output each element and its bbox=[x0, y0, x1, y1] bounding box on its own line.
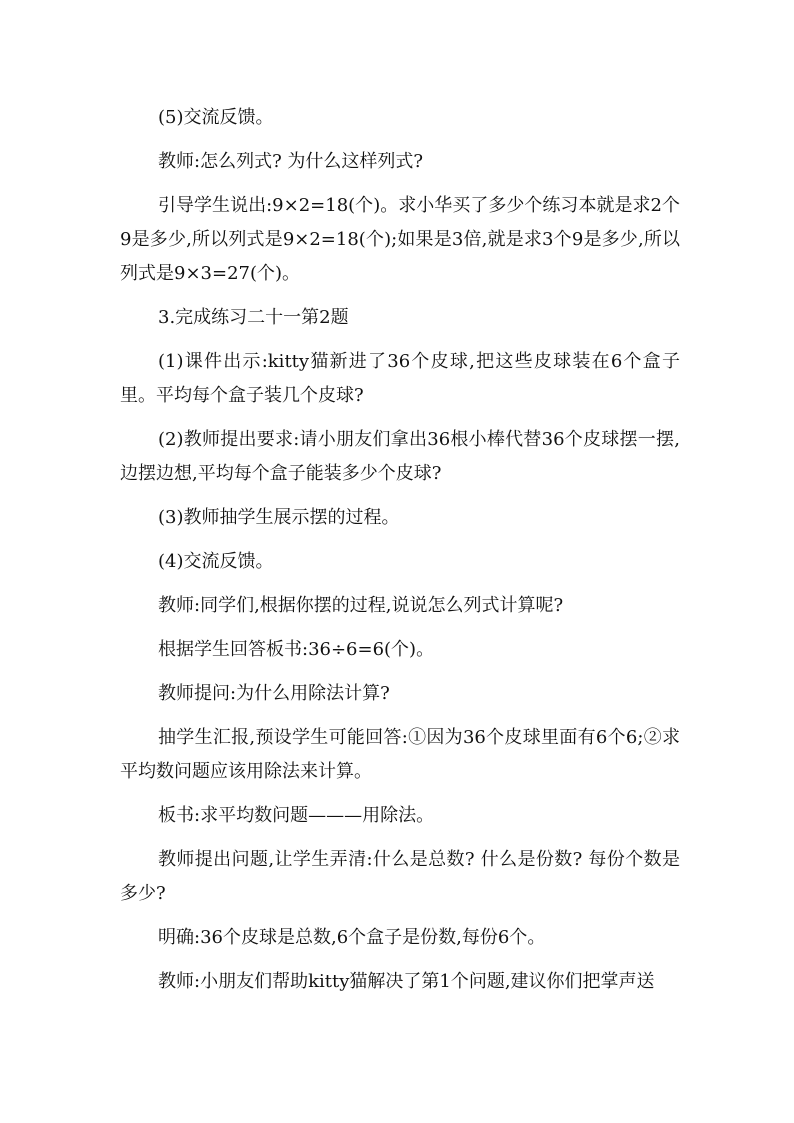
paragraph-applause: 教师:小朋友们帮助kitty猫解决了第1个问题,建议你们把掌声送 bbox=[158, 971, 655, 992]
paragraph-why-division: 教师提问:为什么用除法计算? bbox=[158, 683, 390, 704]
paragraph-clarify-question: 教师提出问题,让学生弄清:什么是总数? 什么是份数? 每份个数是多少? bbox=[120, 849, 680, 904]
paragraph-requirement: (2)教师提出要求:请小朋友们拿出36根小棒代替36个皮球摆一摆,边摆边想,平均每个盒子能装多少个皮球? bbox=[120, 429, 680, 484]
paragraph-board-writing: 根据学生回答板书:36÷6=6(个)。 bbox=[158, 639, 435, 660]
paragraph-demonstration: (3)教师抽学生展示摆的过程。 bbox=[158, 507, 400, 528]
paragraph-clarify-answer: 明确:36个皮球是总数,6个盒子是份数,每份6个。 bbox=[158, 927, 546, 948]
paragraph-teacher-question: 教师:怎么列式? 为什么这样列式? bbox=[158, 151, 424, 172]
paragraph-feedback-4: (4)交流反馈。 bbox=[158, 551, 274, 572]
paragraph-student-report: 抽学生汇报,预设学生可能回答:①因为36个皮球里面有6个6;②求平均数问题应该用除法来计算。 bbox=[120, 727, 680, 782]
paragraph-feedback-5: (5)交流反馈。 bbox=[158, 107, 274, 128]
paragraph-exercise-heading: 3.完成练习二十一第2题 bbox=[158, 307, 349, 328]
paragraph-teacher-ask: 教师:同学们,根据你摆的过程,说说怎么列式计算呢? bbox=[158, 595, 564, 616]
document-body bbox=[120, 101, 680, 1009]
paragraph-guide-students: 引导学生说出:9×2=18(个)。求小华买了多少个练习本就是求2个9是多少,所以列式是9×2=18(个);如果是3倍,就是求3个9是多少,所以列式是9×3=27(个)。 bbox=[120, 195, 680, 284]
paragraph-courseware: (1)课件出示:kitty猫新进了36个皮球,把这些皮球装在6个盒子里。平均每个盒子装几个皮球? bbox=[120, 351, 680, 406]
paragraph-board-average: 板书:求平均数问题———用除法。 bbox=[158, 805, 435, 826]
